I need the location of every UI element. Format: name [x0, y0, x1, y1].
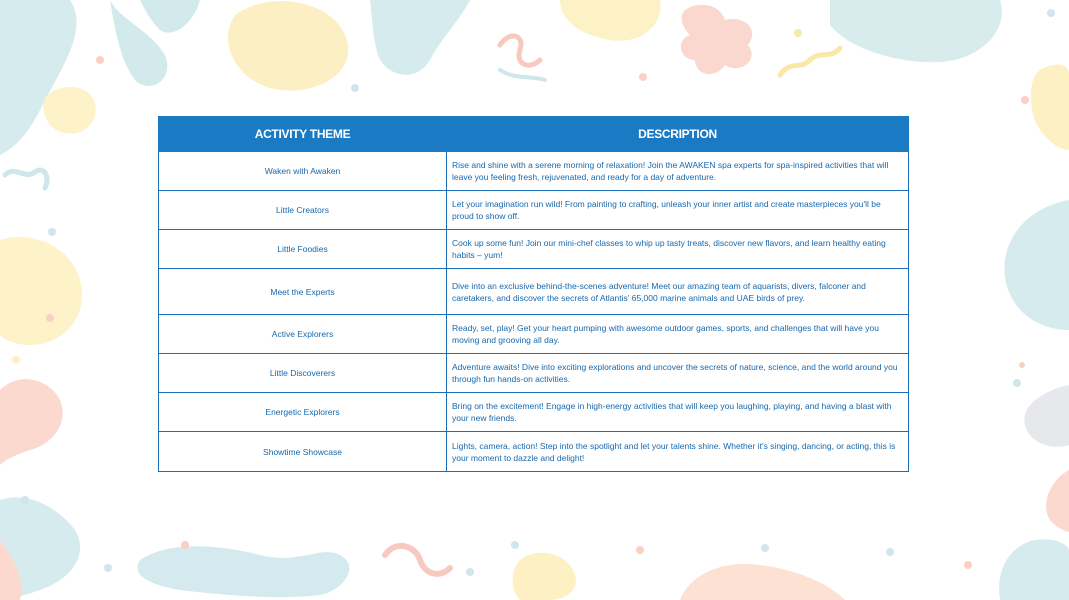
activity-theme-cell: Energetic Explorers [159, 393, 447, 432]
activity-theme-cell: Little Discoverers [159, 354, 447, 393]
dot [1021, 96, 1029, 104]
activity-theme-cell: Waken with Awaken [159, 152, 447, 191]
blob-shape [500, 70, 545, 80]
blob-shape [5, 170, 47, 188]
activity-theme-cell: Little Foodies [159, 230, 447, 269]
blob-shape [228, 1, 348, 91]
dot [1019, 362, 1025, 368]
blob-shape [680, 564, 845, 600]
blob-shape [43, 87, 96, 134]
dot [104, 564, 112, 572]
dot [96, 56, 104, 64]
table-row [159, 393, 909, 432]
dot [351, 84, 359, 92]
activity-theme-cell: Active Explorers [159, 315, 447, 354]
activity-theme-cell: Showtime Showcase [159, 432, 447, 472]
blob-shape [513, 553, 576, 600]
dot [639, 73, 647, 81]
activity-description-cell: Ready, set, play! Get your heart pumping with awesome outdoor games, sports, and challenges that will have you moving and grooving all day. [447, 315, 909, 354]
activity-theme-cell: Meet the Experts [159, 269, 447, 315]
blob-shape [385, 546, 450, 574]
blob-shape [0, 379, 63, 465]
dot [1047, 9, 1055, 17]
dot [12, 356, 20, 364]
blob-shape [1046, 470, 1069, 532]
dot [466, 568, 474, 576]
blob-shape [830, 0, 1002, 62]
dot [964, 561, 972, 569]
table-row [159, 191, 909, 230]
activity-description-cell: Dive into an exclusive behind-the-scenes adventure! Meet our amazing team of aquarists, divers, falconer and caretakers, and discover the secrets of Atlantis' 65,000 marine animals and UAE birds of prey. [447, 269, 909, 315]
table-row [159, 269, 909, 315]
blob-shape [500, 36, 540, 65]
dot [21, 496, 29, 504]
activity-theme-cell: Little Creators [159, 191, 447, 230]
dot [511, 541, 519, 549]
blob-shape [1031, 65, 1069, 150]
header-activity-theme: ACTIVITY THEME [159, 117, 447, 152]
blob-shape [137, 546, 349, 597]
dot [1013, 379, 1021, 387]
activity-description-cell: Cook up some fun! Join our mini-chef classes to whip up tasty treats, discover new flavors, and learn healthy eating habits – yum! [447, 230, 909, 269]
activity-description-cell: Adventure awaits! Dive into exciting explorations and uncover the secrets of nature, science, and the world around you through fun hands-on activities. [447, 354, 909, 393]
dot [794, 29, 802, 37]
blob-shape [1024, 385, 1069, 447]
blob-shape [370, 0, 470, 75]
table-row [159, 432, 909, 472]
activity-table [158, 116, 909, 472]
table-row [159, 230, 909, 269]
activity-description-cell: Bring on the excitement! Engage in high-energy activities that will keep you laughing, playing, and having a blast with your new friends. [447, 393, 909, 432]
header-description: DESCRIPTION [447, 117, 909, 152]
dot [181, 541, 189, 549]
table-header-row [159, 117, 909, 152]
blob-shape [1004, 200, 1069, 330]
dot [886, 548, 894, 556]
dot [46, 314, 54, 322]
blob-shape [0, 237, 82, 345]
activity-description-cell: Lights, camera, action! Step into the spotlight and let your talents shine. Whether it's singing, dancing, or acting, this is your moment to dazzle and delight! [447, 432, 909, 472]
blob-shape [780, 48, 840, 75]
table-row [159, 354, 909, 393]
blob-shape [140, 0, 200, 33]
table-row [159, 315, 909, 354]
dot [636, 546, 644, 554]
activity-description-cell: Let your imagination run wild! From painting to crafting, unleash your inner artist and create masterpieces you'll be proud to show off. [447, 191, 909, 230]
activity-table-container [158, 116, 908, 472]
blob-shape [681, 5, 752, 74]
dot [48, 228, 56, 236]
blob-shape [999, 539, 1069, 600]
activity-description-cell: Rise and shine with a serene morning of relaxation! Join the AWAKEN spa experts for spa-inspired activities that will leave you feeling fresh, rejuvenated, and ready for a day of adventure. [447, 152, 909, 191]
blob-shape [560, 0, 661, 41]
table-row [159, 152, 909, 191]
dot [761, 544, 769, 552]
